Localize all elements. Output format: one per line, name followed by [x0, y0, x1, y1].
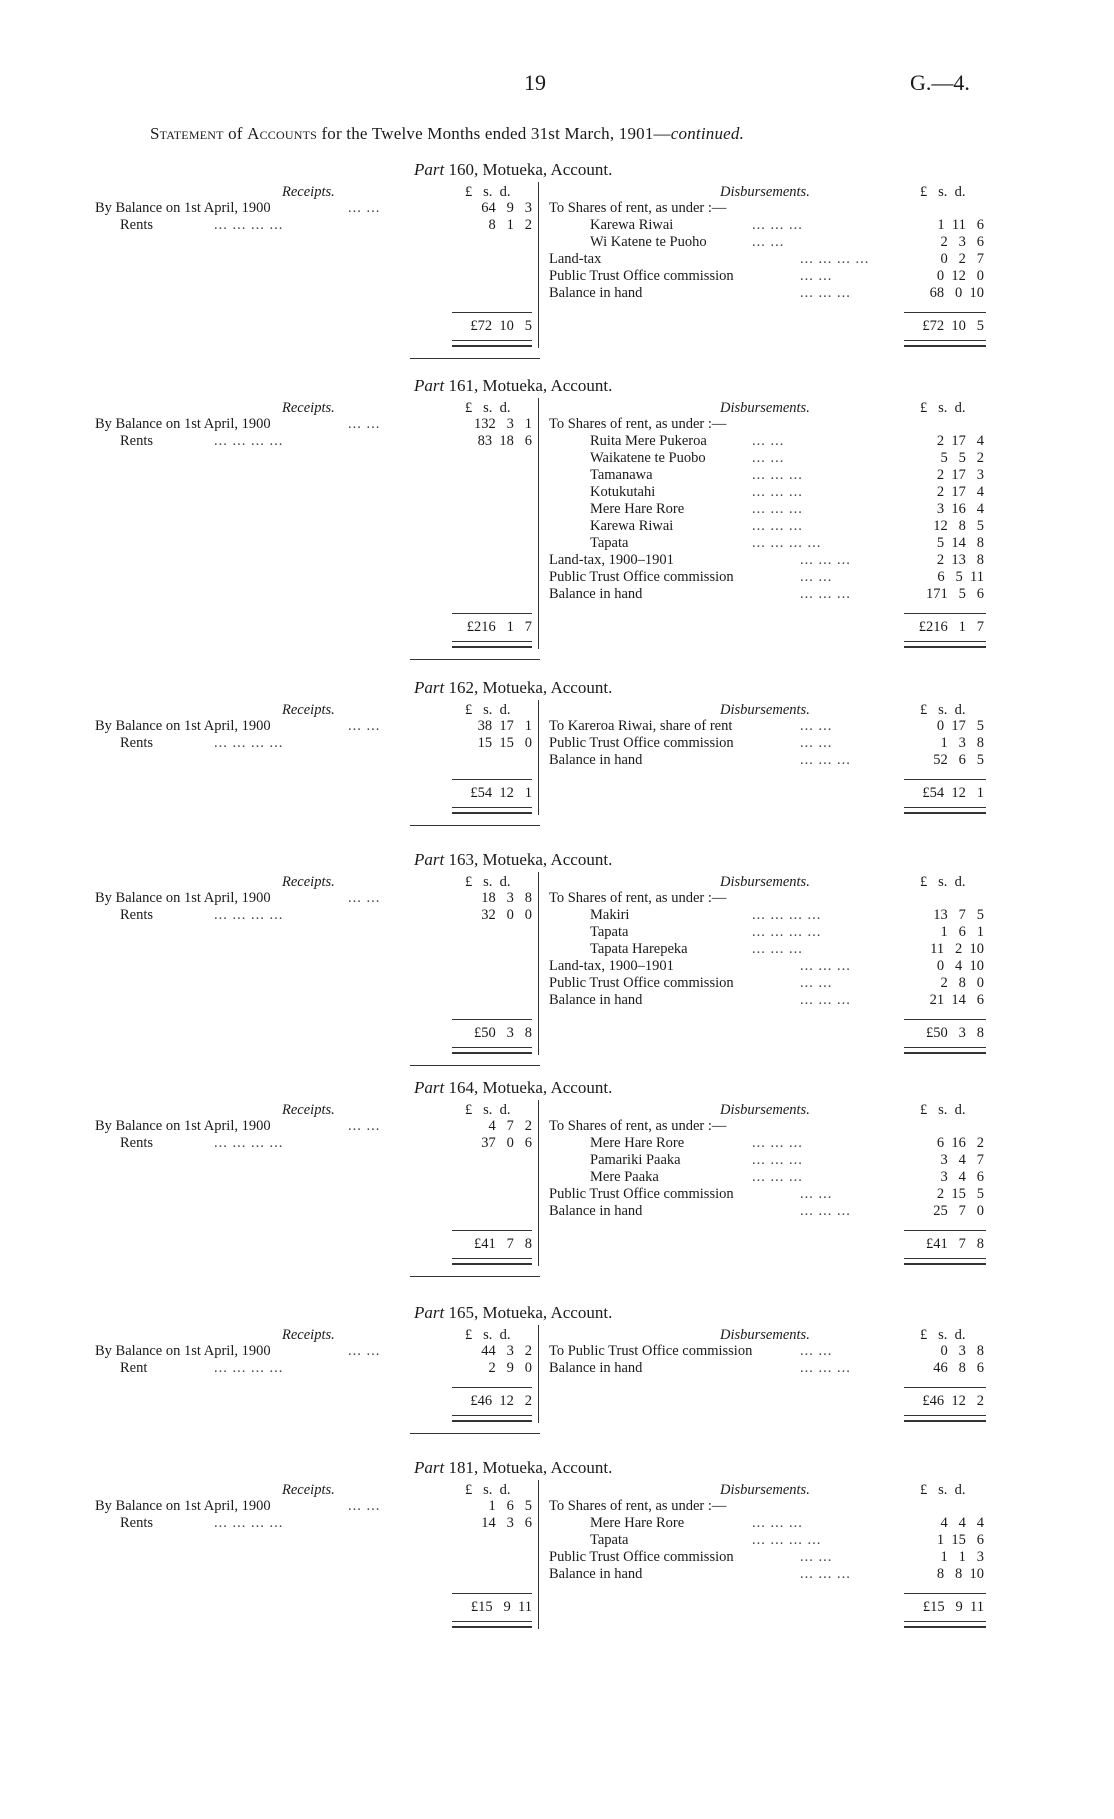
- receipts-total: £216 1 7: [466, 619, 532, 635]
- receipts-lsd-heading: £ s. d.: [465, 874, 511, 890]
- disbursement-leader-dots: ... ... ...: [752, 1135, 803, 1151]
- disbursement-amount: 8 8 10: [936, 1566, 984, 1582]
- receipts-heading: Receipts.: [282, 702, 335, 718]
- receipts-lsd-heading: £ s. d.: [465, 702, 511, 718]
- section-title-text: 165, Motueka, Account.: [448, 1303, 613, 1322]
- disbursement-amount: 5 14 8: [936, 535, 984, 551]
- disbursement-label: Makiri: [590, 907, 630, 923]
- disbursement-leader-dots: ... ... ...: [800, 1360, 851, 1376]
- disbursements-heading: Disbursements.: [720, 184, 810, 200]
- disbursement-leader-dots: ... ... ...: [800, 752, 851, 768]
- disbursement-leader-dots: ... ... ... ...: [752, 1532, 822, 1548]
- disbursement-leader-dots: ... ...: [800, 975, 833, 991]
- disbursements-total: £15 9 11: [922, 1599, 984, 1615]
- disbursement-label: To Shares of rent, as under :—: [549, 1118, 727, 1134]
- disbursement-label: Balance in hand: [549, 1360, 643, 1376]
- section-part-word: Part: [414, 1458, 445, 1477]
- receipt-label: Rents: [120, 907, 154, 923]
- section-separator: [410, 1433, 540, 1434]
- section-separator: [410, 1276, 540, 1277]
- disbursement-amount: 2 17 3: [936, 467, 984, 483]
- receipt-leader-dots: ... ...: [348, 1498, 381, 1514]
- disbursement-label: To Shares of rent, as under :—: [549, 1498, 727, 1514]
- disbursement-amount: 1 1 3: [940, 1549, 984, 1565]
- disbursement-leader-dots: ... ...: [800, 718, 833, 734]
- section-title-text: 164, Motueka, Account.: [448, 1078, 613, 1097]
- document-reference: G.—4.: [910, 70, 970, 95]
- section-part-word: Part: [414, 1303, 445, 1322]
- disbursements-sum-rule: [904, 1230, 986, 1231]
- receipt-amount: 83 18 6: [477, 433, 532, 449]
- disbursement-amount: 3 16 4: [936, 501, 984, 517]
- receipts-double-rule: [452, 1621, 532, 1628]
- disbursement-leader-dots: ... ... ...: [752, 941, 803, 957]
- disbursement-amount: 2 8 0: [940, 975, 984, 991]
- section-part-word: Part: [414, 850, 445, 869]
- disbursement-amount: 0 12 0: [936, 268, 984, 284]
- disbursements-total: £46 12 2: [922, 1393, 984, 1409]
- disbursement-leader-dots: ... ...: [800, 1343, 833, 1359]
- disbursements-lsd-heading: £ s. d.: [920, 400, 966, 416]
- disbursement-leader-dots: ... ... ... ...: [752, 535, 822, 551]
- disbursement-amount: 1 15 6: [936, 1532, 984, 1548]
- receipts-lsd-heading: £ s. d.: [465, 1102, 511, 1118]
- disbursement-amount: 0 3 8: [940, 1343, 984, 1359]
- disbursements-total: £216 1 7: [918, 619, 984, 635]
- receipt-amount: 1 6 5: [488, 1498, 532, 1514]
- disbursement-label: Land-tax, 1900–1901: [549, 552, 674, 568]
- section-title: [414, 376, 612, 396]
- disbursement-leader-dots: ... ...: [752, 450, 785, 466]
- disbursement-amount: 2 13 8: [936, 552, 984, 568]
- receipts-sum-rule: [452, 1387, 532, 1388]
- disbursements-heading: Disbursements.: [720, 874, 810, 890]
- disbursement-label: Balance in hand: [549, 752, 643, 768]
- disbursement-amount: 2 3 6: [940, 234, 984, 250]
- receipt-label: By Balance on 1st April, 1900: [95, 200, 271, 216]
- disbursement-label: To Shares of rent, as under :—: [549, 890, 727, 906]
- receipt-label: By Balance on 1st April, 1900: [95, 890, 271, 906]
- disbursement-label: Tapata: [590, 1532, 629, 1548]
- receipts-lsd-heading: £ s. d.: [465, 400, 511, 416]
- disbursement-amount: 52 6 5: [933, 752, 984, 768]
- section-title-text: 162, Motueka, Account.: [448, 678, 613, 697]
- receipt-label: Rent: [120, 1360, 148, 1376]
- receipts-double-rule: [452, 641, 532, 648]
- disbursement-leader-dots: ... ... ...: [752, 501, 803, 517]
- disbursement-leader-dots: ... ...: [752, 234, 785, 250]
- section-part-word: Part: [414, 376, 445, 395]
- disbursement-leader-dots: ... ... ...: [752, 467, 803, 483]
- disbursement-amount: 1 11 6: [937, 217, 984, 233]
- disbursement-label: To Shares of rent, as under :—: [549, 200, 727, 216]
- disbursement-label: Karewa Riwai: [590, 518, 674, 534]
- receipts-sum-rule: [452, 779, 532, 780]
- section-title-text: 161, Motueka, Account.: [448, 376, 613, 395]
- disbursement-label: Pamariki Paaka: [590, 1152, 681, 1168]
- disbursement-label: Tapata Harepeka: [590, 941, 688, 957]
- disbursement-label: Balance in hand: [549, 1203, 643, 1219]
- receipt-leader-dots: ... ...: [348, 718, 381, 734]
- receipt-amount: 44 3 2: [481, 1343, 532, 1359]
- statement-title: [150, 124, 744, 144]
- title-word-accounts: Accounts: [247, 124, 317, 143]
- disbursement-amount: 2 17 4: [936, 433, 984, 449]
- receipt-amount: 32 0 0: [481, 907, 532, 923]
- disbursements-total: £54 12 1: [922, 785, 984, 801]
- disbursement-amount: 13 7 5: [933, 907, 984, 923]
- disbursement-label: To Shares of rent, as under :—: [549, 416, 727, 432]
- column-divider: [538, 398, 539, 649]
- disbursement-leader-dots: ... ...: [800, 1549, 833, 1565]
- disbursement-label: Mere Hare Rore: [590, 1515, 685, 1531]
- disbursements-double-rule: [904, 1258, 986, 1265]
- receipt-amount: 15 15 0: [477, 735, 532, 751]
- disbursement-amount: 171 5 6: [926, 586, 984, 602]
- column-divider: [538, 182, 539, 348]
- disbursements-double-rule: [904, 1047, 986, 1054]
- disbursement-amount: 68 0 10: [929, 285, 984, 301]
- disbursement-leader-dots: ... ... ...: [800, 586, 851, 602]
- receipts-sum-rule: [452, 1230, 532, 1231]
- title-continued: continued.: [670, 124, 745, 143]
- receipt-leader-dots: ... ... ... ...: [214, 1515, 284, 1531]
- disbursements-lsd-heading: £ s. d.: [920, 1327, 966, 1343]
- disbursement-leader-dots: ... ... ...: [800, 1566, 851, 1582]
- disbursements-sum-rule: [904, 1019, 986, 1020]
- receipts-heading: Receipts.: [282, 874, 335, 890]
- page-number: 19: [524, 70, 546, 95]
- column-divider: [538, 872, 539, 1055]
- receipts-lsd-heading: £ s. d.: [465, 1327, 511, 1343]
- disbursement-amount: 3 4 6: [940, 1169, 984, 1185]
- receipt-amount: 64 9 3: [481, 200, 532, 216]
- receipt-label: By Balance on 1st April, 1900: [95, 416, 271, 432]
- disbursement-amount: 0 17 5: [936, 718, 984, 734]
- disbursement-amount: 5 5 2: [940, 450, 984, 466]
- disbursement-leader-dots: ... ... ...: [752, 217, 803, 233]
- disbursement-amount: 0 2 7: [940, 251, 984, 267]
- section-title: [414, 1303, 612, 1323]
- disbursements-heading: Disbursements.: [720, 702, 810, 718]
- disbursements-lsd-heading: £ s. d.: [920, 1102, 966, 1118]
- disbursements-total: £50 3 8: [926, 1025, 984, 1041]
- disbursements-heading: Disbursements.: [720, 1482, 810, 1498]
- title-word-of: of: [228, 124, 243, 143]
- receipt-leader-dots: ... ... ... ...: [214, 1135, 284, 1151]
- disbursement-leader-dots: ... ... ...: [800, 1203, 851, 1219]
- section-title: [414, 160, 612, 180]
- receipts-double-rule: [452, 1258, 532, 1265]
- receipt-leader-dots: ... ... ... ...: [214, 433, 284, 449]
- disbursement-label: Mere Hare Rore: [590, 1135, 685, 1151]
- disbursement-label: Land-tax, 1900–1901: [549, 958, 674, 974]
- disbursements-heading: Disbursements.: [720, 400, 810, 416]
- disbursement-leader-dots: ... ...: [800, 569, 833, 585]
- receipt-amount: 4 7 2: [488, 1118, 532, 1134]
- receipt-label: Rents: [120, 735, 154, 751]
- receipt-amount: 8 1 2: [488, 217, 532, 233]
- disbursement-label: Wi Katene te Puoho: [590, 234, 707, 250]
- disbursement-amount: 6 16 2: [936, 1135, 984, 1151]
- disbursement-leader-dots: ... ...: [752, 433, 785, 449]
- disbursement-label: Balance in hand: [549, 992, 643, 1008]
- disbursements-sum-rule: [904, 1593, 986, 1594]
- receipt-leader-dots: ... ...: [348, 200, 381, 216]
- disbursement-label: Balance in hand: [549, 586, 643, 602]
- receipt-amount: 38 17 1: [477, 718, 532, 734]
- disbursement-leader-dots: ... ... ...: [752, 1152, 803, 1168]
- disbursement-label: Public Trust Office commission: [549, 1549, 734, 1565]
- receipts-total: £50 3 8: [474, 1025, 532, 1041]
- disbursement-label: To Public Trust Office commission: [549, 1343, 753, 1359]
- disbursement-amount: 1 3 8: [940, 735, 984, 751]
- disbursement-label: Karewa Riwai: [590, 217, 674, 233]
- receipt-amount: 18 3 8: [481, 890, 532, 906]
- disbursement-label: Balance in hand: [549, 285, 643, 301]
- receipt-label: By Balance on 1st April, 1900: [95, 1498, 271, 1514]
- title-rest: for the Twelve Months ended 31st March, 1901—: [321, 124, 671, 143]
- receipts-heading: Receipts.: [282, 184, 335, 200]
- receipt-leader-dots: ... ...: [348, 890, 381, 906]
- section-title-text: 160, Motueka, Account.: [448, 160, 613, 179]
- column-divider: [538, 700, 539, 815]
- receipts-heading: Receipts.: [282, 400, 335, 416]
- section-title: [414, 1078, 612, 1098]
- section-separator: [410, 1065, 540, 1066]
- disbursement-label: Balance in hand: [549, 1566, 643, 1582]
- disbursement-label: Public Trust Office commission: [549, 975, 734, 991]
- disbursement-label: Tapata: [590, 535, 629, 551]
- receipt-amount: 37 0 6: [481, 1135, 532, 1151]
- receipts-total: £41 7 8: [474, 1236, 532, 1252]
- disbursement-leader-dots: ... ... ...: [800, 958, 851, 974]
- title-word-statement: Statement: [150, 124, 224, 143]
- disbursements-total: £72 10 5: [922, 318, 984, 334]
- disbursement-amount: 2 17 4: [936, 484, 984, 500]
- section-part-word: Part: [414, 160, 445, 179]
- receipts-heading: Receipts.: [282, 1102, 335, 1118]
- receipt-amount: 14 3 6: [481, 1515, 532, 1531]
- section-part-word: Part: [414, 678, 445, 697]
- disbursement-amount: 6 5 11: [937, 569, 984, 585]
- disbursement-label: Kotukutahi: [590, 484, 656, 500]
- receipts-sum-rule: [452, 312, 532, 313]
- receipts-double-rule: [452, 807, 532, 814]
- section-title: [414, 850, 612, 870]
- disbursement-leader-dots: ... ... ...: [800, 552, 851, 568]
- receipt-leader-dots: ... ... ... ...: [214, 735, 284, 751]
- disbursement-label: Waikatene te Puobo: [590, 450, 706, 466]
- disbursement-label: Tapata: [590, 924, 629, 940]
- receipt-leader-dots: ... ...: [348, 416, 381, 432]
- disbursement-amount: 4 4 4: [940, 1515, 984, 1531]
- disbursement-leader-dots: ... ... ...: [752, 1515, 803, 1531]
- section-title: [414, 1458, 612, 1478]
- disbursement-label: Public Trust Office commission: [549, 735, 734, 751]
- disbursement-leader-dots: ... ... ...: [752, 518, 803, 534]
- receipt-label: Rents: [120, 433, 154, 449]
- receipts-double-rule: [452, 1047, 532, 1054]
- disbursement-leader-dots: ... ... ... ...: [800, 251, 870, 267]
- disbursement-label: Mere Hare Rore: [590, 501, 685, 517]
- receipts-double-rule: [452, 340, 532, 347]
- receipt-leader-dots: ... ...: [348, 1343, 381, 1359]
- disbursement-label: Public Trust Office commission: [549, 569, 734, 585]
- disbursements-heading: Disbursements.: [720, 1327, 810, 1343]
- disbursements-double-rule: [904, 807, 986, 814]
- disbursement-label: Public Trust Office commission: [549, 268, 734, 284]
- column-divider: [538, 1480, 539, 1629]
- disbursement-amount: 25 7 0: [933, 1203, 984, 1219]
- disbursement-leader-dots: ... ...: [800, 268, 833, 284]
- disbursements-double-rule: [904, 340, 986, 347]
- receipt-leader-dots: ... ...: [348, 1118, 381, 1134]
- disbursement-amount: 12 8 5: [933, 518, 984, 534]
- disbursement-label: Mere Paaka: [590, 1169, 659, 1185]
- disbursement-label: Land-tax: [549, 251, 602, 267]
- disbursements-sum-rule: [904, 779, 986, 780]
- receipts-sum-rule: [452, 1019, 532, 1020]
- receipt-leader-dots: ... ... ... ...: [214, 907, 284, 923]
- disbursements-sum-rule: [904, 312, 986, 313]
- disbursement-leader-dots: ... ... ...: [800, 285, 851, 301]
- disbursement-leader-dots: ... ... ... ...: [752, 907, 822, 923]
- disbursements-lsd-heading: £ s. d.: [920, 874, 966, 890]
- disbursements-sum-rule: [904, 1387, 986, 1388]
- disbursement-amount: 0 4 10: [936, 958, 984, 974]
- receipts-lsd-heading: £ s. d.: [465, 1482, 511, 1498]
- column-divider: [538, 1100, 539, 1266]
- disbursements-lsd-heading: £ s. d.: [920, 1482, 966, 1498]
- receipt-label: Rents: [120, 217, 154, 233]
- disbursement-label: Ruita Mere Pukeroa: [590, 433, 707, 449]
- section-part-word: Part: [414, 1078, 445, 1097]
- receipt-amount: 132 3 1: [474, 416, 532, 432]
- receipts-double-rule: [452, 1415, 532, 1422]
- receipt-label: By Balance on 1st April, 1900: [95, 1343, 271, 1359]
- section-title: [414, 678, 612, 698]
- receipt-label: Rents: [120, 1135, 154, 1151]
- disbursements-lsd-heading: £ s. d.: [920, 184, 966, 200]
- disbursement-amount: 2 15 5: [936, 1186, 984, 1202]
- disbursement-leader-dots: ... ... ...: [752, 484, 803, 500]
- disbursement-leader-dots: ... ... ...: [800, 992, 851, 1008]
- disbursement-label: Tamanawa: [590, 467, 653, 483]
- section-separator: [410, 825, 540, 826]
- receipt-label: By Balance on 1st April, 1900: [95, 1118, 271, 1134]
- disbursements-double-rule: [904, 1415, 986, 1422]
- disbursements-heading: Disbursements.: [720, 1102, 810, 1118]
- disbursement-leader-dots: ... ... ...: [752, 1169, 803, 1185]
- disbursement-label: Public Trust Office commission: [549, 1186, 734, 1202]
- section-separator: [410, 659, 540, 660]
- disbursement-leader-dots: ... ...: [800, 735, 833, 751]
- disbursement-amount: 1 6 1: [940, 924, 984, 940]
- receipts-total: £15 9 11: [470, 1599, 532, 1615]
- disbursement-label: To Kareroa Riwai, share of rent: [549, 718, 733, 734]
- receipts-lsd-heading: £ s. d.: [465, 184, 511, 200]
- section-separator: [410, 358, 540, 359]
- disbursements-double-rule: [904, 1621, 986, 1628]
- disbursement-amount: 11 2 10: [930, 941, 984, 957]
- disbursement-amount: 46 8 6: [933, 1360, 984, 1376]
- disbursement-amount: 21 14 6: [929, 992, 984, 1008]
- section-title-text: 163, Motueka, Account.: [448, 850, 613, 869]
- receipts-total: £72 10 5: [470, 318, 532, 334]
- receipt-leader-dots: ... ... ... ...: [214, 1360, 284, 1376]
- receipt-amount: 2 9 0: [488, 1360, 532, 1376]
- column-divider: [538, 1325, 539, 1423]
- receipt-label: By Balance on 1st April, 1900: [95, 718, 271, 734]
- receipts-total: £54 12 1: [470, 785, 532, 801]
- receipt-leader-dots: ... ... ... ...: [214, 217, 284, 233]
- disbursement-leader-dots: ... ...: [800, 1186, 833, 1202]
- receipt-label: Rents: [120, 1515, 154, 1531]
- disbursement-amount: 3 4 7: [940, 1152, 984, 1168]
- receipts-heading: Receipts.: [282, 1327, 335, 1343]
- receipts-total: £46 12 2: [470, 1393, 532, 1409]
- receipts-sum-rule: [452, 613, 532, 614]
- disbursements-lsd-heading: £ s. d.: [920, 702, 966, 718]
- disbursements-total: £41 7 8: [926, 1236, 984, 1252]
- disbursements-sum-rule: [904, 613, 986, 614]
- section-title-text: 181, Motueka, Account.: [448, 1458, 613, 1477]
- disbursements-double-rule: [904, 641, 986, 648]
- disbursement-leader-dots: ... ... ... ...: [752, 924, 822, 940]
- receipts-sum-rule: [452, 1593, 532, 1594]
- receipts-heading: Receipts.: [282, 1482, 335, 1498]
